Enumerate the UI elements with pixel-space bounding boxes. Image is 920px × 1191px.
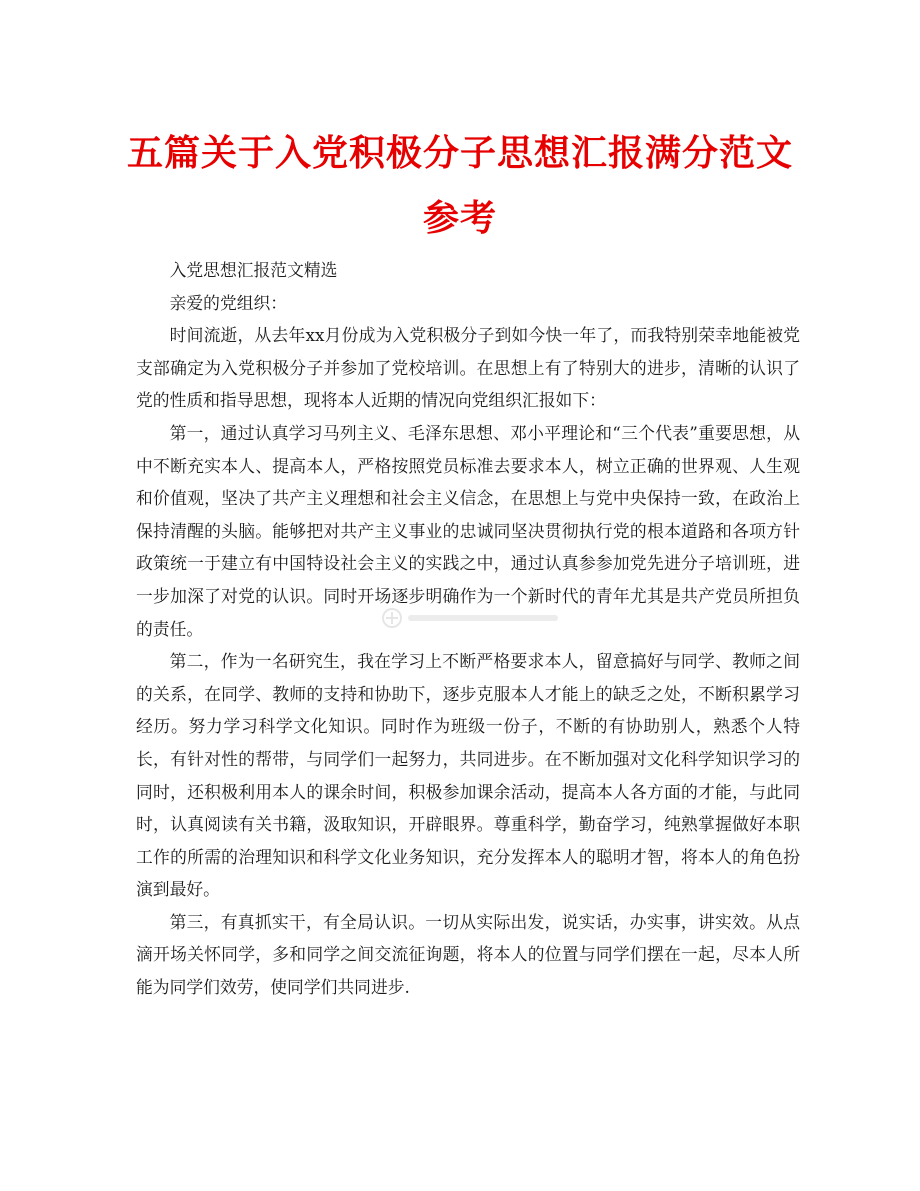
paragraph-salutation: 亲爱的党组织： <box>169 292 288 313</box>
paragraph-first-point: 第一，通过认真学习马列主义、毛泽东思想、邓小平理论和“三个代表”重要思想，从中不断充实本人、提高本人，严格按照党员标准去要求本人，树立正确的世界观、人生观和价值观，坚决了共产主义理想和社会主义信念，在思想上与党中央保持一致，在政治上保持清醒的头脑。能够把对共产主义事业的忠诚同坚决贯彻执行党的根本道路和各项方针政策统一于建立有中国特设社会主义的实践之中，通过认真参参加党先进分子培训班，进一步加深了对党的认识。同时开场逐步明确作为一个新时代的青年尤其是共产党员所担负的责任。 <box>136 422 800 639</box>
document-title-line-2: 参考 <box>422 198 497 239</box>
paragraph-third-point: 第三，有真抓实干，有全局认识。一切从实际出发，说实话，办实事，讲实效。从点滴开场关怀同学，多和同学之间交流征询题，将本人的位置与同学们摆在一起，尽本人所能为同学们效劳，使同学们共同进步. <box>136 911 800 998</box>
document-body <box>136 254 800 1004</box>
paragraph-second-point: 第二，作为一名研究生，我在学习上不断严格要求本人，留意搞好与同学、教师之间的关系，在同学、教师的支持和协助下，逐步克服本人才能上的缺乏之处，不断积累学习经历。努力学习科学文化知识。同时作为班级一份子，不断的有协助别人，熟悉个人特长，有针对性的帮带，与同学们一起努力，共同进步。在不断加强对文化科学知识学习的同时，还积极利用本人的课余时间，积极参加课余活动，提高本人各方面的才能，与此同时，认真阅读有关书籍，汲取知识，开辟眼界。尊重科学，勤奋学习，纯熟掌握做好本职工作的所需的治理知识和科学文化业务知识，充分发挥本人的聪明才智，将本人的角色扮演到最好。 <box>136 651 800 900</box>
paragraph-intro: 时间流逝，从去年xx月份成为入党积极分子到如今快一年了，而我特别荣幸地能被党支部确定为入党积极分子并参加了党校培训。在思想上有了特别大的进步，清晰的认识了党的性质和指导思想，现将本人近期的情况向党组织汇报如下： <box>136 325 800 411</box>
paragraph-heading: 入党思想汇报范文精选 <box>169 260 338 280</box>
document-title-line-1: 五篇关于入党积极分子思想汇报满分范文 <box>126 133 793 174</box>
